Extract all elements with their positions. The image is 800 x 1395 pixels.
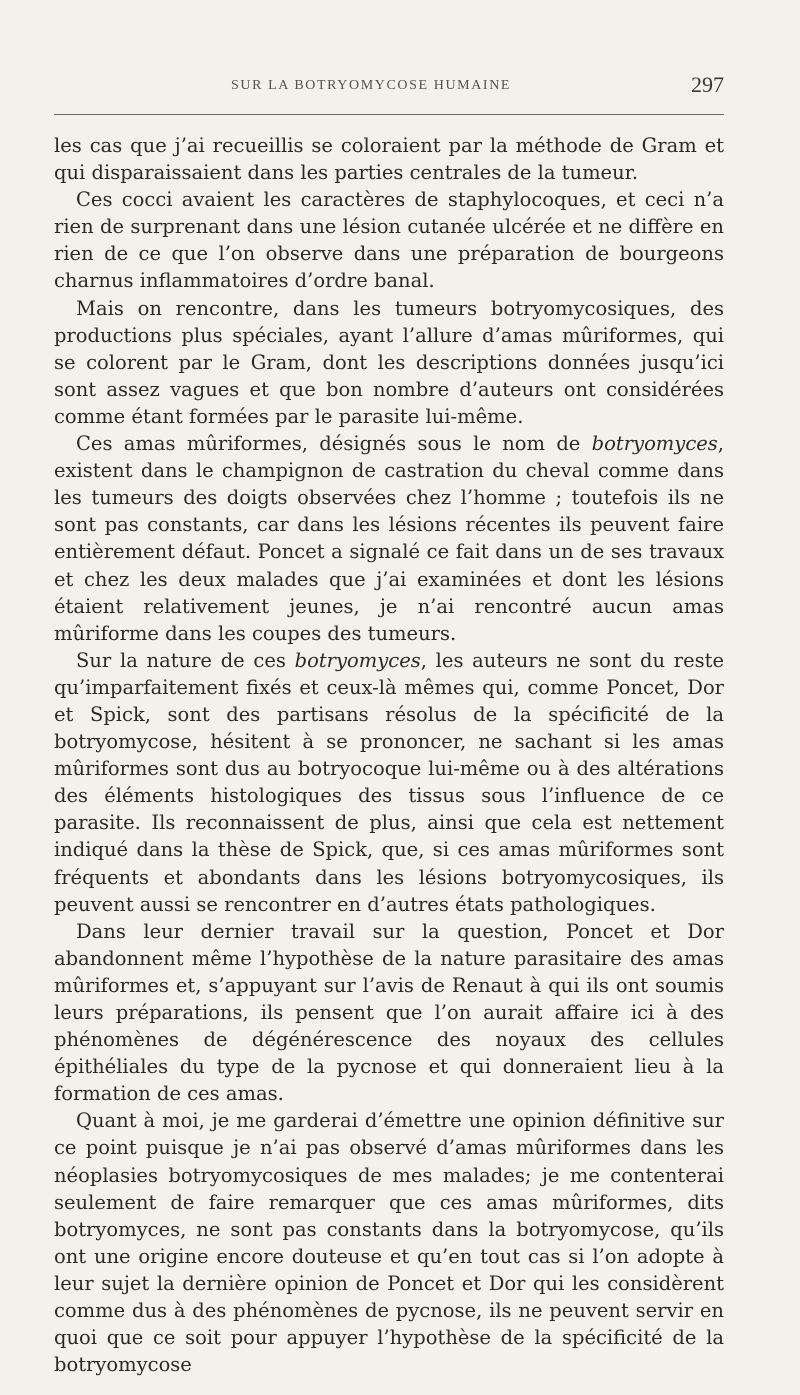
text-run: Quant à moi, je me garderai d’émettre une opinion définitive sur ce point puisque je n’ai pas observé d’amas mûriformes dans les néoplasies botryomycosiques de mes malades; je me contenterai seulement de faire remarquer que ces amas mûriformes, dits botryomyces, ne sont pas constants dans la botryomycose, qu’ils ont une origine encore douteuse et qu’en tout cas si l’on adopte à leur sujet la dernière opinion de Poncet et Dor qui les considèrent comme dus à des phénomènes de pycnose, ils ne peuvent servir en quoi que ce soit pour appuyer l’hypothèse de la spécificité de la botryomycose bbox=[54, 1109, 724, 1377]
italic-term: botryomyces bbox=[591, 432, 718, 456]
text-run: Dans leur dernier travail sur la question, Poncet et Dor abandonnent même l’hypothèse de la nature parasitaire des amas mûriformes et, s’appuyant sur l’avis de Renaut à qui ils ont soumis leurs préparations, ils pensent que l’on aurait affaire ici à des phénomènes de dégénérescence des noyaux des cellules épithéliales du type de la pycnose et qui donneraient lieu à la formation de ces amas. bbox=[54, 919, 724, 1106]
paragraph bbox=[54, 1107, 724, 1378]
header-rule bbox=[54, 114, 724, 115]
paragraph bbox=[54, 430, 724, 647]
page-number: 297 bbox=[691, 72, 724, 97]
paragraph bbox=[54, 647, 724, 918]
paragraph bbox=[54, 186, 724, 294]
text-run: Sur la nature de ces bbox=[76, 648, 295, 672]
text-run: , existent dans le champignon de castration du cheval comme dans les tumeurs des doigts observées chez l’homme ; toutefois ils ne sont pas constants, car dans les lésions récentes ils peuvent faire entièrement défaut. Poncet a signalé ce fait dans un de ses travaux et chez les deux malades que j’ai examinées et dont les lésions étaient relativement jeunes, je n’ai rencontré aucun amas mûriforme dans les coupes des tumeurs. bbox=[54, 432, 724, 645]
text-run: , les auteurs ne sont du reste qu’imparfaitement fixés et ceux-là mêmes qui, comme Poncet, Dor et Spick, sont des partisans résolus de la spécificité de la botryomycose, hésitent à se prononcer, ne sachant si les amas mûriformes sont dus au botryocoque lui-même ou à des altérations des éléments histologiques des tissus sous l’influence de ce parasite. Ils reconnaissent de plus, ainsi que cela est nettement indiqué dans la thèse de Spick, que, si ces amas mûriformes sont fréquents et abondants dans les lésions botryomycosiques, ils peuvent aussi se rencontrer en d’autres états pathologiques. bbox=[54, 648, 725, 916]
text-run: Mais on rencontre, dans les tumeurs botryomycosiques, des productions plus spéciales, ayant l’allure d’amas mûriformes, qui se colorent par le Gram, dont les descriptions données jusqu’ici sont assez vagues et que bon nombre d’auteurs ont considérées comme étant formées par le parasite lui-même. bbox=[54, 296, 724, 428]
paragraph bbox=[54, 295, 724, 430]
paragraph bbox=[54, 132, 724, 186]
italic-term: botryomyces bbox=[294, 648, 421, 672]
body-text bbox=[54, 132, 724, 1378]
text-run: Ces amas mûriformes, désignés sous le nom de bbox=[76, 432, 592, 456]
paragraph bbox=[54, 918, 724, 1108]
text-run: les cas que j’ai recueillis se coloraient par la méthode de Gram et qui disparaissaient dans les parties centrales de la tumeur. bbox=[54, 134, 724, 185]
text-run: Ces cocci avaient les caractères de staphylocoques, et ceci n’a rien de surprenant dans une lésion cutanée ulcérée et ne diffère en rien de ce que l’on observe dans une préparation de bourgeons charnus inflammatoires d’ordre banal. bbox=[54, 188, 724, 293]
running-title: SUR LA BOTRYOMYCOSE HUMAINE bbox=[231, 78, 512, 93]
running-head bbox=[54, 72, 724, 102]
